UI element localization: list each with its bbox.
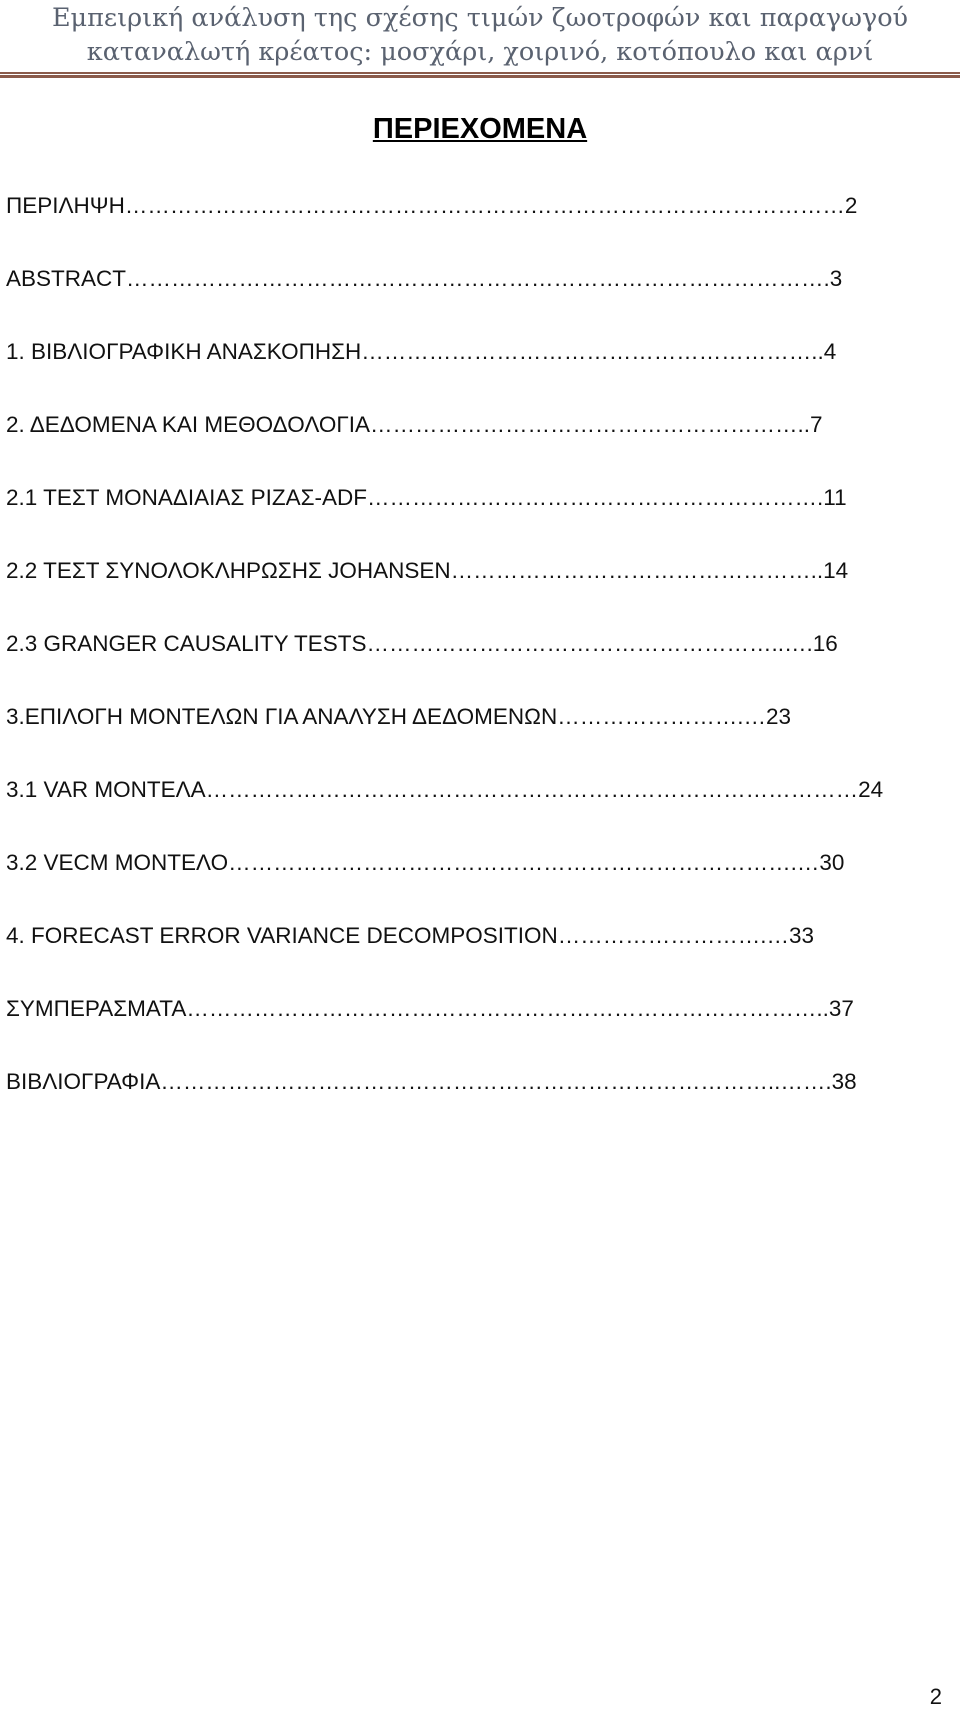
table-of-contents: [6, 191, 886, 1140]
toc-entry-bibliography: ΒΙΒΛΙΟΓΡΑΦΙΑ………………………………………………………………………..…….38: [6, 1069, 857, 1094]
running-header: [0, 0, 960, 70]
toc-entry-var-models: 3.1 VAR ΜΟΝΤΕΛΑ……………………………………………………………………………24: [6, 777, 884, 802]
toc-entry-granger-tests: 2.3 GRANGER CAUSALITY TESTS………………………………………………..….16: [6, 631, 838, 656]
header-title-line-1: Εμπειρική ανάλυση της σχέσης τιμών ζωοτροφών και παραγωγού: [51, 3, 909, 33]
toc-entry-adf-test: 2.1 ΤΕΣΤ ΜΟΝΑΔΙΑΙΑΣ ΡΙΖΑΣ-ADF…………………………………………………….11: [6, 485, 847, 510]
header-rule: [0, 72, 960, 78]
toc-entry-abstract: ABSTRACT………………………………………………………………………………….3: [6, 266, 843, 291]
toc-entry-johansen-test: 2.2 ΤΕΣΤ ΣΥΝΟΛΟΚΛΗΡΩΣΗΣ JOHANSEN…………………………………………..14: [6, 558, 849, 583]
toc-entry-model-selection: 3.ΕΠΙΛΟΓΗ ΜΟΝΤΕΛΩΝ ΓΙΑ ΑΝΑΛΥΣΗ ΔΕΔΟΜΕΝΩΝ…………………….…23: [6, 704, 791, 729]
toc-entry-vecm-model: 3.2 VECM ΜΟΝΤΕΛΟ………………………………………………………………….…30: [6, 850, 845, 875]
toc-entry-summary: ΠΕΡΙΛΗΨΗ……………………………………………………………………………………2: [6, 193, 858, 218]
header-title-line-2: καταναλωτή κρέατος: μοσχάρι, χοιρινό, κοτόπουλο και αρνί: [86, 37, 874, 67]
toc-title: ΠΕΡΙΕΧΟΜΕΝΑ: [372, 113, 588, 145]
toc-entry-conclusions: ΣΥΜΠΕΡΑΣΜΑΤΑ…………………………………………………………………………..37: [6, 996, 854, 1021]
toc-entry-literature-review: 1. ΒΙΒΛΙΟΓΡΑΦΙΚΗ ΑΝΑΣΚΟΠΗΣΗ……………………………………………………..4: [6, 339, 837, 364]
toc-entry-fevd: 4. FORECAST ERROR VARIANCE DECOMPOSITION……………………….…33: [6, 923, 815, 948]
toc-entry-data-methodology: 2. ΔΕΔΟΜΕΝΑ ΚΑΙ ΜΕΘΟΔΟΛΟΓΙΑ…………………………………………………..7: [6, 412, 823, 437]
page-number: 2: [929, 1684, 942, 1709]
